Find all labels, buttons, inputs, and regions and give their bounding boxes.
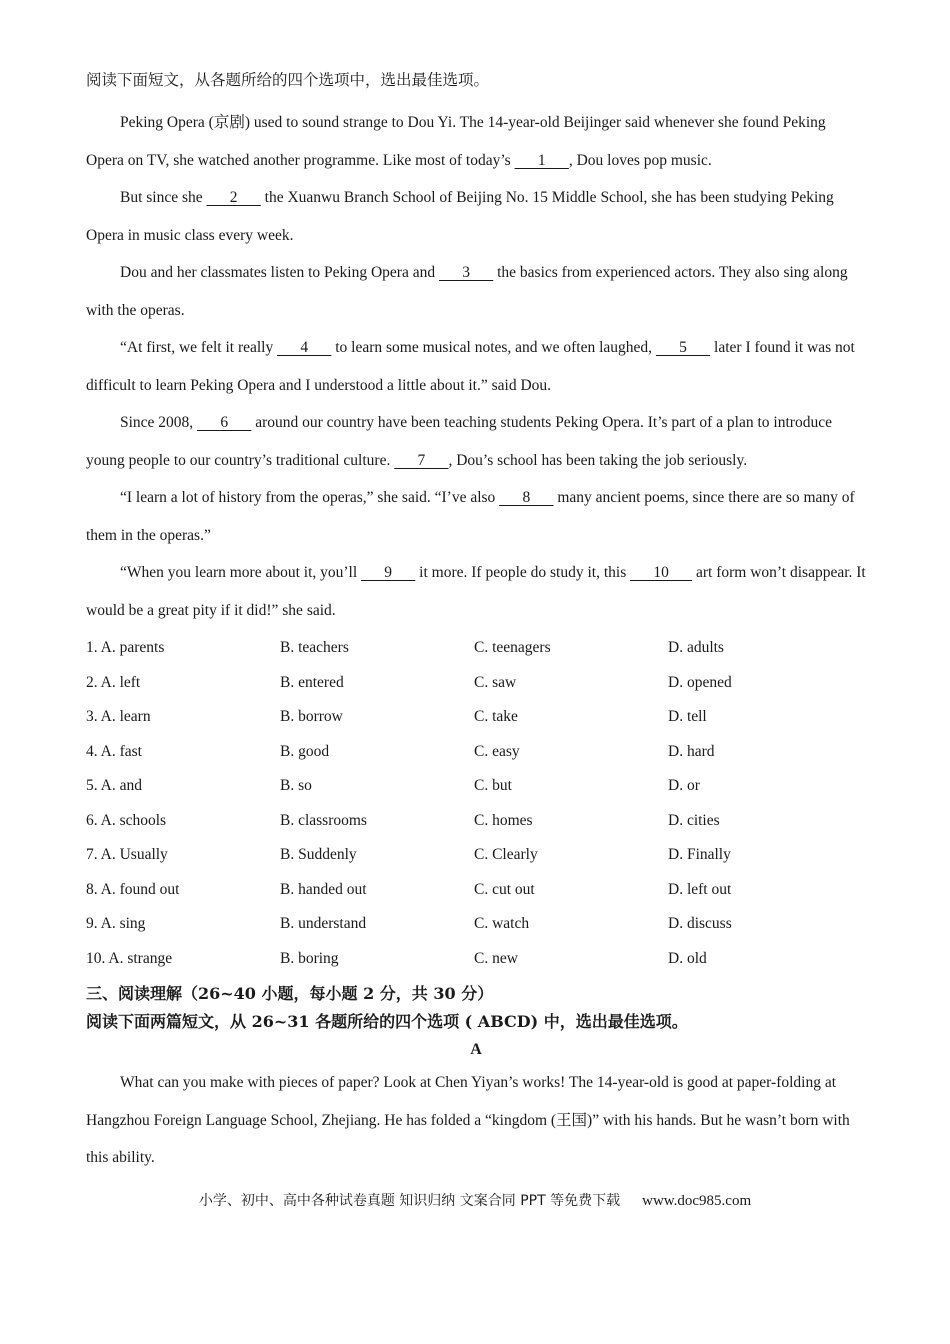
option-choice[interactable]: D. opened — [668, 673, 732, 691]
cloze-paragraph — [86, 104, 866, 179]
option-choice[interactable]: 1. A. parents — [86, 639, 165, 657]
option-choice[interactable]: 9. A. sing — [86, 915, 146, 933]
answer-blank: 1 — [514, 151, 569, 169]
answer-blank: 6 — [197, 414, 252, 431]
option-row — [86, 907, 866, 942]
option-row — [86, 873, 866, 908]
paragraph-text: many ancient poems, since there are so many of them in the operas.” — [86, 489, 855, 544]
paragraph-text: “At first, we felt it really — [120, 339, 278, 356]
paragraph-text: it more. If people do study it, this — [415, 564, 631, 581]
paragraph-text: the Xuanwu Branch School of Beijing No. 15 Middle School, she has been studying Peking Opera in music class every week. — [86, 189, 834, 244]
option-choice[interactable]: C. teenagers — [474, 639, 551, 657]
option-choice[interactable]: B. entered — [280, 673, 344, 691]
cloze-paragraph — [86, 179, 866, 254]
option-row — [86, 942, 866, 977]
option-choice[interactable]: 2. A. left — [86, 673, 141, 691]
answer-blank: 9 — [361, 564, 416, 581]
option-choice[interactable]: B. boring — [280, 949, 339, 967]
footer-text: 小学、初中、高中各种试卷真题 知识归纳 文案合同 PPT 等免费下载 — [198, 1193, 621, 1209]
cloze-paragraph — [86, 254, 866, 329]
option-choice[interactable]: B. teachers — [280, 639, 349, 657]
option-choice[interactable]: C. Clearly — [474, 846, 538, 864]
option-row — [86, 804, 866, 839]
paragraph-text: the basics from experienced actors. They also sing along with the operas. — [86, 264, 848, 319]
option-choice[interactable]: 3. A. learn — [86, 708, 151, 726]
cloze-paragraph — [86, 329, 866, 404]
cloze-paragraph — [86, 404, 866, 479]
paragraph-text: art form won’t disappear. It would be a great pity if it did!” she said. — [86, 564, 866, 619]
option-choice[interactable]: D. Finally — [668, 846, 731, 864]
paragraph-text: “When you learn more about it, you’ll — [120, 564, 362, 581]
option-choice[interactable]: B. classrooms — [280, 811, 367, 829]
cloze-passage — [86, 104, 866, 629]
cloze-paragraph — [86, 554, 866, 629]
paragraph-text: “I learn a lot of history from the operas,” she said. “I’ve also — [120, 489, 500, 506]
paragraph-text: , Dou loves pop music. — [568, 151, 712, 169]
option-choice[interactable]: D. hard — [668, 742, 715, 760]
cloze-paragraph — [86, 479, 866, 554]
option-choice[interactable]: 7. A. Usually — [86, 846, 168, 864]
cloze-instruction: 阅读下面短文，从各题所给的四个选项中，选出最佳选项。 — [86, 72, 490, 89]
paragraph-text: Peking Opera (京剧) used to sound strange to Dou Yi. The 14-year-old Beijinger said whenever she found Peking Opera on TV, she watched another programme. Like most of today’s — [86, 114, 826, 169]
option-row — [86, 735, 866, 770]
option-choice[interactable]: 5. A. and — [86, 777, 142, 795]
answer-blank: 8 — [499, 489, 554, 506]
option-choice[interactable]: 6. A. schools — [86, 811, 167, 829]
option-choice[interactable]: B. handed out — [280, 880, 367, 898]
option-choice[interactable]: C. homes — [474, 811, 533, 829]
option-choice[interactable]: B. good — [280, 742, 330, 760]
option-row — [86, 631, 866, 666]
option-choice[interactable]: C. watch — [474, 915, 530, 933]
page-footer — [0, 1190, 950, 1210]
option-choice[interactable]: C. cut out — [474, 880, 535, 898]
option-choice[interactable]: D. discuss — [668, 915, 732, 933]
option-choice[interactable]: C. easy — [474, 742, 520, 760]
passage-letter: A — [470, 1041, 482, 1058]
option-row — [86, 666, 866, 701]
option-choice[interactable]: C. new — [474, 949, 518, 967]
answer-blank: 3 — [438, 264, 494, 281]
option-choice[interactable]: D. cities — [668, 811, 720, 829]
option-row — [86, 700, 866, 735]
passage-a-paragraph: What can you make with pieces of paper? Look at Chen Yiyan’s works! The 14-year-old is good at paper-folding at Hangzhou Foreign Language School, Zhejiang. He has folded a “kingdom (王国)” with his hands. But he wasn’t born with this ability. — [86, 1074, 850, 1166]
option-choice[interactable]: B. borrow — [280, 708, 343, 726]
option-choice[interactable]: C. take — [474, 708, 518, 726]
footer-url[interactable]: www.doc985.com — [642, 1193, 752, 1209]
option-choice[interactable]: 8. A. found out — [86, 880, 180, 898]
option-choice[interactable]: B. Suddenly — [280, 846, 357, 864]
paragraph-text: , Dou’s school has been taking the job seriously. — [448, 451, 748, 469]
answer-blank: 7 — [394, 451, 449, 469]
option-choice[interactable]: B. understand — [280, 915, 367, 933]
option-choice[interactable]: B. so — [280, 777, 312, 795]
option-choice[interactable]: 4. A. fast — [86, 742, 142, 760]
option-choice[interactable]: 10. A. strange — [86, 949, 173, 967]
option-choice[interactable]: C. saw — [474, 673, 517, 691]
exam-page — [86, 70, 866, 1177]
options-table — [86, 631, 866, 976]
option-choice[interactable]: D. or — [668, 777, 700, 795]
paragraph-text: later I found it was not difficult to learn Peking Opera and I understood a little about it.” said Dou. — [86, 339, 855, 394]
answer-blank: 5 — [655, 339, 711, 356]
paragraph-text: Dou and her classmates listen to Peking Opera and — [120, 264, 439, 281]
paragraph-text: to learn some musical notes, and we often laughed, — [331, 339, 656, 356]
option-choice[interactable]: D. left out — [668, 880, 732, 898]
answer-blank: 4 — [277, 339, 332, 356]
option-choice[interactable]: C. but — [474, 777, 512, 795]
option-choice[interactable]: D. old — [668, 949, 707, 967]
paragraph-text: around our country have been teaching students Peking Opera. It’s part of a plan to introduce young people to our country’s traditional culture. — [86, 414, 832, 469]
paragraph-text: Since 2008, — [120, 414, 198, 431]
option-choice[interactable]: D. adults — [668, 639, 724, 657]
paragraph-text: But since she — [120, 189, 207, 206]
answer-blank: 2 — [206, 189, 261, 206]
answer-blank: 10 — [630, 564, 693, 581]
section-title: 三、阅读理解（26~40 小题，每小题 2 分，共 30 分） — [86, 984, 494, 1003]
section-instruction: 阅读下面两篇短文，从 26~31 各题所给的四个选项 ( ABCD) 中，选出最佳选项。 — [86, 1012, 688, 1031]
option-choice[interactable]: D. tell — [668, 708, 707, 726]
option-row — [86, 838, 866, 873]
option-row — [86, 769, 866, 804]
